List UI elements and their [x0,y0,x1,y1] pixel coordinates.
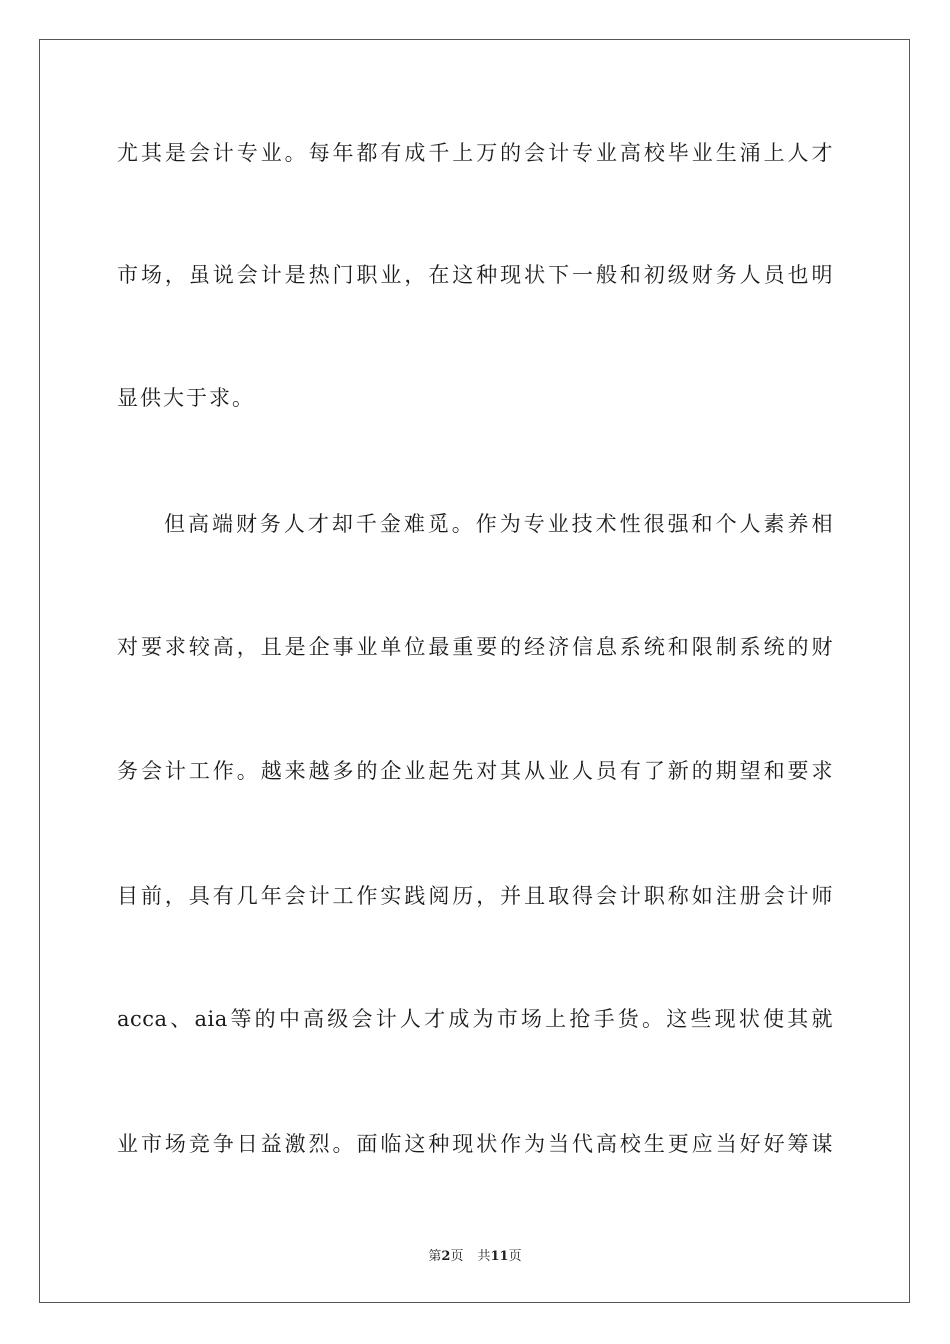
paragraph-first-line: 但高端财务人才却千金难觅。作为专业技术性很强和个人素养相 [164,512,833,536]
text-line: 对要求较高，且是企事业单位最重要的经济信息系统和限制系统的财 [117,635,833,659]
text-line: acca、aia等的中高级会计人才成为市场上抢手货。这些现状使其就 [117,1007,833,1031]
text-line: 显供大于求。 [117,386,255,410]
text-line: 尤其是会计专业。每年都有成千上万的会计专业高校毕业生涌上人才 [117,141,833,165]
text-line: 市场，虽说会计是热门职业，在这种现状下一般和初级财务人员也明 [117,263,833,287]
total-label-prefix: 共 [477,1249,491,1264]
page-footer [0,1248,950,1266]
text-line: 业市场竞争日益激烈。面临这种现状作为当代高校生更应当好好筹谋 [117,1132,833,1156]
text-line: 务会计工作。越来越多的企业起先对其从业人员有了新的期望和要求 [117,759,833,783]
total-label-suffix: 页 [508,1249,522,1264]
page-label-suffix: 页 [450,1249,464,1264]
total-pages: 11 [490,1249,509,1264]
text-line: 目前，具有几年会计工作实践阅历，并且取得会计职称如注册会计师 [117,884,833,908]
page-number: 2 [441,1249,451,1264]
page-label-prefix: 第 [428,1249,442,1264]
page-border [39,39,910,1303]
